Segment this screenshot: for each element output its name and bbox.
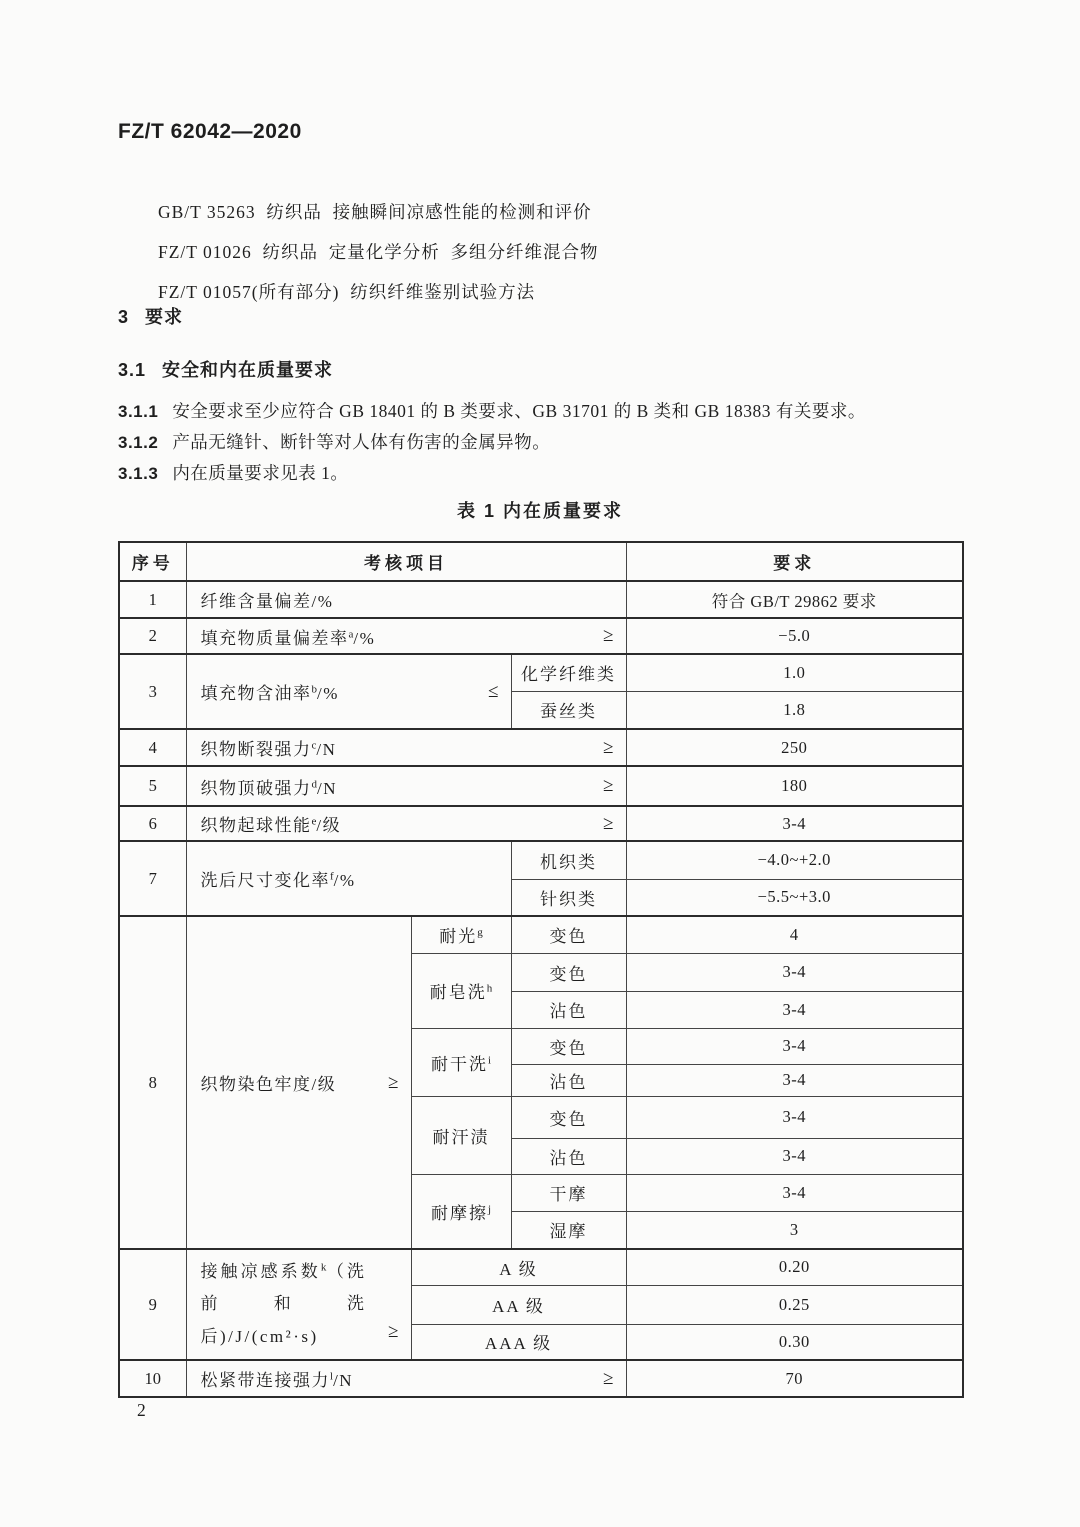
cell-requirement: 3-4 (626, 1028, 963, 1064)
cell-item: 接触凉感系数$^k$（洗前和洗后)/J/(cm²·s) ≥ (186, 1249, 411, 1360)
cell-no: 3 (119, 654, 186, 729)
cell-item: 洗后尺寸变化率$^f$/% (186, 841, 511, 916)
cell-subcategory: 化学纤维类 (511, 654, 626, 691)
clause-3-1-3 (118, 460, 968, 485)
cell-fastness-type: 耐光$^g$ (411, 916, 511, 953)
cell-test-aspect: 变色 (511, 1028, 626, 1064)
cell-test-aspect: 湿摩 (511, 1211, 626, 1249)
section-title: 安全和内在质量要求 (162, 360, 334, 380)
cell-test-aspect: 沾色 (511, 991, 626, 1028)
cell-requirement: 180 (626, 766, 963, 806)
table-row-3 (119, 654, 963, 691)
table-row-5 (119, 766, 963, 806)
cell-requirement: 3-4 (626, 1096, 963, 1138)
clause-text: 内在质量要求见表 1。 (172, 463, 349, 483)
table-row-7 (119, 841, 963, 879)
cell-item: 填充物质量偏差率$^a$/% ≥ (186, 618, 626, 654)
cell-requirement: 250 (626, 729, 963, 766)
table-row-10 (119, 1360, 963, 1397)
cell-subcategory: 蚕丝类 (511, 691, 626, 729)
section-heading-3-1 (118, 356, 333, 382)
cell-item: 织物断裂强力$^c$/N ≥ (186, 729, 626, 766)
cell-requirement: 0.25 (626, 1285, 963, 1324)
cell-requirement: 0.30 (626, 1324, 963, 1360)
table-title: 表 1 内在质量要求 (456, 501, 623, 521)
table-header-row (119, 542, 963, 581)
table-row-8 (119, 916, 963, 953)
cell-no: 8 (119, 916, 186, 1249)
reference-line: GB/T 35263 纺织品 接触瞬间凉感性能的检测和评价 (158, 202, 592, 222)
cell-fastness-type: 耐摩擦$^j$ (411, 1174, 511, 1249)
cell-test-aspect: 干摩 (511, 1174, 626, 1211)
clause-text: 产品无缝针、断针等对人体有伤害的金属异物。 (172, 432, 551, 452)
table-row-2 (119, 618, 963, 654)
cell-no: 1 (119, 581, 186, 618)
cell-requirement: −5.0 (626, 618, 963, 654)
cell-test-aspect: 变色 (511, 916, 626, 953)
cell-requirement: −4.0~+2.0 (626, 841, 963, 879)
cell-requirement: −5.5~+3.0 (626, 879, 963, 916)
cell-subcategory: 机织类 (511, 841, 626, 879)
table-row-4 (119, 729, 963, 766)
clause-3-1-1 (118, 398, 968, 423)
cell-no: 10 (119, 1360, 186, 1397)
cell-item: 填充物含油率$^b$/% ≤ (186, 654, 511, 729)
cell-requirement: 3 (626, 1211, 963, 1249)
cell-test-aspect: 沾色 (511, 1138, 626, 1174)
cell-fastness-type: 耐干洗$^i$ (411, 1028, 511, 1096)
gte-symbol: ≥ (603, 625, 614, 646)
cell-requirement: 4 (626, 916, 963, 953)
cell-requirement: 3-4 (626, 991, 963, 1028)
reference-line: FZ/T 01057(所有部分) 纺织纤维鉴别试验方法 (158, 282, 536, 302)
cell-no: 7 (119, 841, 186, 916)
cell-no: 4 (119, 729, 186, 766)
clause-number: 3.1.1 (118, 402, 159, 421)
cell-no: 5 (119, 766, 186, 806)
table-row-1 (119, 581, 963, 618)
clause-3-1-2 (118, 429, 968, 454)
cell-no: 2 (119, 618, 186, 654)
normative-references (158, 192, 599, 312)
cell-requirement: 1.8 (626, 691, 963, 729)
cell-requirement: 3-4 (626, 953, 963, 991)
cell-no: 6 (119, 806, 186, 841)
gte-symbol: ≥ (603, 1367, 614, 1389)
lte-symbol: ≤ (488, 680, 499, 702)
clause-text: 安全要求至少应符合 GB 18401 的 B 类要求、GB 31701 的 B 类和 GB 18383 有关要求。 (172, 401, 866, 421)
gte-symbol: ≥ (603, 775, 614, 796)
gte-symbol: ≥ (388, 1321, 399, 1342)
cell-requirement: 3-4 (626, 806, 963, 841)
clause-number: 3.1.3 (118, 464, 159, 483)
cell-requirement: 符合 GB/T 29862 要求 (626, 581, 963, 618)
cell-requirement: 3-4 (626, 1174, 963, 1211)
gte-symbol: ≥ (603, 736, 614, 758)
cell-item: 织物染色牢度/级 ≥ (186, 916, 411, 1249)
cell-no: 9 (119, 1249, 186, 1360)
cell-requirement: 0.20 (626, 1249, 963, 1285)
cell-requirement: 3-4 (626, 1138, 963, 1174)
cell-grade: A 级 (411, 1249, 626, 1285)
cell-test-aspect: 变色 (511, 1096, 626, 1138)
cell-grade: AAA 级 (411, 1324, 626, 1360)
section-heading-3 (118, 303, 183, 329)
section-number: 3 (118, 307, 130, 327)
table-row-6 (119, 806, 963, 841)
cell-grade: AA 级 (411, 1285, 626, 1324)
cell-item: 织物起球性能$^e$/级 ≥ (186, 806, 626, 841)
page-number: 2 (137, 1400, 146, 1420)
cell-subcategory: 针织类 (511, 879, 626, 916)
section-number: 3.1 (118, 360, 147, 380)
gte-symbol: ≥ (603, 812, 614, 834)
cell-item: 纤维含量偏差/% (186, 581, 626, 618)
cell-requirement: 1.0 (626, 654, 963, 691)
header-req: 要求 (626, 542, 963, 581)
reference-line: FZ/T 01026 纺织品 定量化学分析 多组分纤维混合物 (158, 242, 599, 262)
quality-requirements-table (118, 541, 964, 1398)
clause-number: 3.1.2 (118, 433, 159, 452)
section-title: 要求 (145, 307, 184, 327)
cell-requirement: 3-4 (626, 1064, 963, 1096)
cell-test-aspect: 变色 (511, 953, 626, 991)
cell-fastness-type: 耐皂洗$^h$ (411, 953, 511, 1028)
gte-symbol: ≥ (388, 1071, 399, 1093)
standard-code: FZ/T 62042—2020 (118, 120, 302, 143)
cell-requirement: 70 (626, 1360, 963, 1397)
cell-fastness-type: 耐汗渍 (411, 1096, 511, 1174)
cell-item: 松紧带连接强力$^l$/N ≥ (186, 1360, 626, 1397)
cell-item: 织物顶破强力$^d$/N ≥ (186, 766, 626, 806)
header-item: 考核项目 (186, 542, 626, 581)
cell-test-aspect: 沾色 (511, 1064, 626, 1096)
header-no: 序号 (119, 542, 186, 581)
table-row-9 (119, 1249, 963, 1285)
